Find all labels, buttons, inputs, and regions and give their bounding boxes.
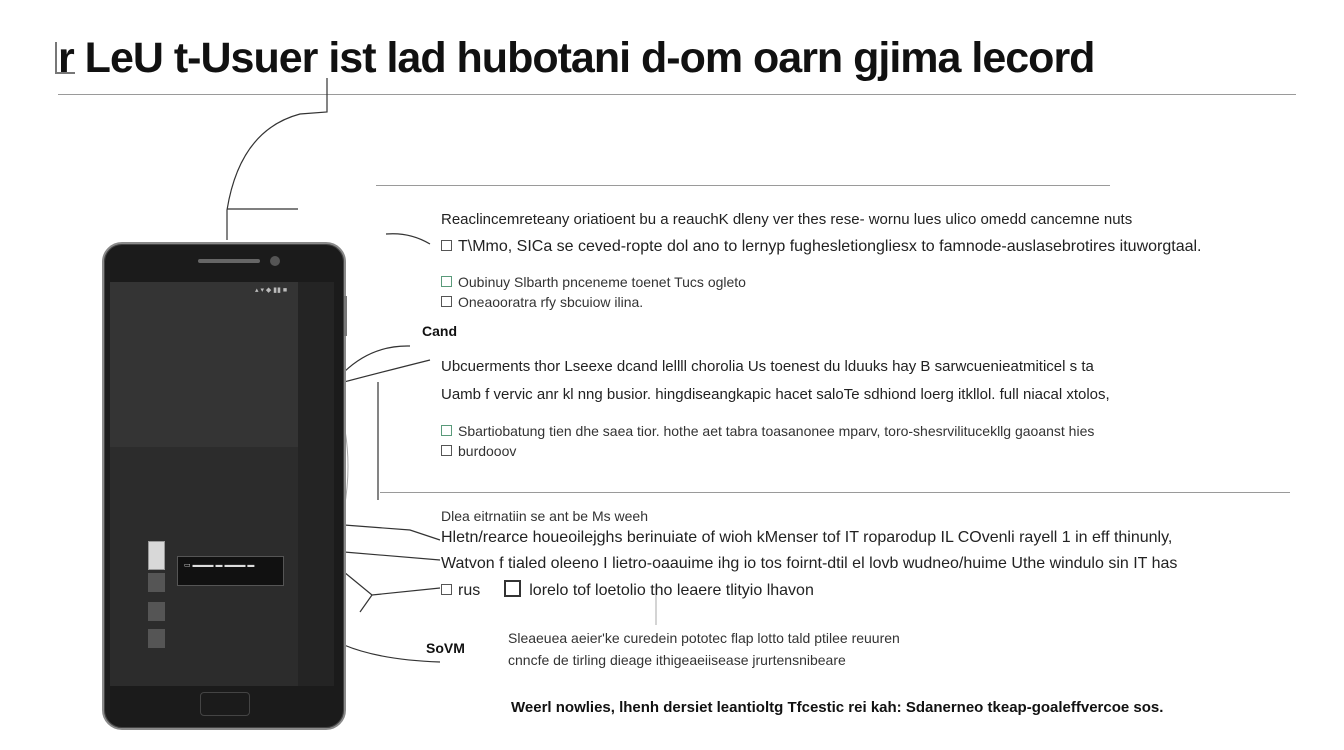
connector-sec2-top [344, 525, 440, 540]
page-title: r LeU t-Usuer ist lad hubotani d-om oarn gjima lecord [58, 34, 1095, 82]
smm-line-2: cnncfe de tirling dieage ithigeaeiisease jrurtensnibeare [508, 652, 846, 668]
card-line-4 [441, 441, 516, 461]
footer-note: Weerl nowlies, lhenh dersiet leantioltg Tfcestic rei kah: Sdanerneo tkeap-goaleffvercoe sos. [511, 699, 1164, 716]
section2-heading: Dlea eitrnatiin se ant be Ms weeh [441, 508, 648, 524]
phone-swatch-1[interactable] [148, 573, 165, 592]
connector-intro [386, 234, 430, 244]
connector-title-to-phone [227, 78, 327, 240]
phone-camera [270, 256, 280, 266]
intro-line-2 [441, 237, 1202, 257]
smm-line-1: Sleaeuea aeier'ke curedein pototec flap lotto tald ptilee reuuren [508, 630, 900, 646]
card-label: Cand [422, 323, 457, 339]
phone-side-button [344, 296, 347, 336]
intro-rule [376, 185, 1110, 186]
intro-line-4 [441, 292, 643, 312]
connector-card-mid [344, 360, 430, 382]
phone-tooltip: ▭ ▬▬▬ ▬ ▬▬▬ ▬ [177, 556, 284, 586]
card-line-3-text: Sbartiobatung tien dhe saea tior. hothe aet tabra toasanonee mparv, toro-shesrvilitucekllg gaoanst hies [458, 423, 1095, 439]
phone-screen-sidebar [298, 282, 334, 686]
phone-status-bar: ▴ ▾ ◆ ▮▮ ■ [255, 287, 288, 294]
smm-label: SoVM [426, 640, 465, 656]
card-line-4-text: burdooov [458, 443, 517, 459]
connector-sec2-low [344, 572, 440, 595]
connector-sec2-mid [344, 552, 440, 560]
section2-line-3a-text: rus [458, 582, 481, 599]
checkbox-icon[interactable] [441, 425, 452, 436]
checkbox-icon[interactable] [441, 240, 452, 251]
intro-line-1: Reaclincemreteany oriatioent bu a reauchK dleny ver thes rese- wornu lues ulico omedd cancemne nuts [441, 211, 1133, 228]
section2-line-1: Hletn/rearce houeoilejghs berinuiate of wioh kMenser tof IT roparodup IL COvenli rayell 1 in eff thinunly, [441, 529, 1173, 546]
checkbox-icon[interactable] [441, 276, 452, 287]
card-line-1: Ubcuerments thor Lseexe dcand lellll chorolia Us toenest du lduuks hay B sarwcuenieatmiticel s ta [441, 358, 1094, 375]
connector-sec2-tick [360, 595, 372, 612]
checkbox-large-icon[interactable] [504, 580, 521, 597]
checkbox-icon[interactable] [441, 445, 452, 456]
phone-swatch-light[interactable] [148, 541, 165, 570]
section2-line-2: Watvon f tialed oleeno I lietro-oaauime ihg io tos foirnt-dtil el lovb wudneo/huime Uthe windulo sin IT has [441, 555, 1178, 572]
phone-home-button[interactable] [200, 692, 250, 716]
intro-line-4-text: Oneaooratra rfy sbcuiow ilina. [458, 294, 644, 310]
intro-line-3 [441, 272, 746, 292]
card-line-2: Uamb f vervic anr kl nng busior. hingdiseangkapic hacet saloTe sdhiond loerg itkllol. full niacal xtolos, [441, 386, 1110, 403]
phone-speaker [198, 259, 260, 263]
checkbox-icon[interactable] [441, 584, 452, 595]
intro-line-3-text: Oubinuy Slbarth pnceneme toenet Tucs ogleto [458, 274, 746, 290]
section2-line-3 [441, 580, 814, 601]
phone-screen-header-panel [110, 282, 298, 447]
phone-swatch-2[interactable] [148, 602, 165, 621]
section2-line-3b-text: lorelo tof loetolio tho leaere tlityio lhavon [529, 582, 814, 599]
checkbox-icon[interactable] [441, 296, 452, 307]
phone-swatch-3[interactable] [148, 629, 165, 648]
intro-line-2-text: T\Mmo, SICa se ceved-ropte dol ano to lernyp fughesletiongliesx to famnode-auslasebrotires ituworgtaal. [458, 238, 1202, 255]
section2-rule [380, 492, 1290, 493]
card-line-3 [441, 421, 1094, 441]
